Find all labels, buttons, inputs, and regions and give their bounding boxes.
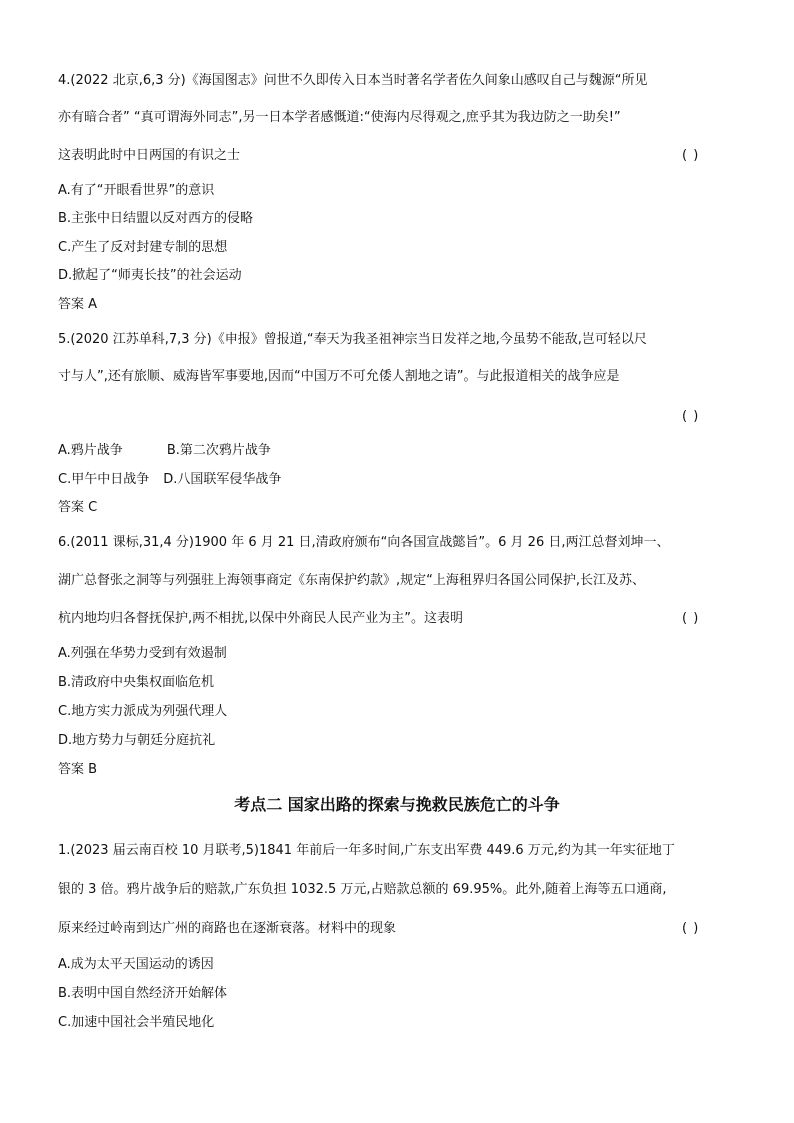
q4-stem-line-1: 4.(2022 北京,6,3 分)《海国图志》问世不久即传入日本当时著名学者佐久间象山感叹自己与魏源“所见: [58, 73, 648, 88]
s2q1-stem-line-1: 1.(2023 届云南百校 10 月联考,5)1841 年前后一年多时间,广东支出军费 449.6 万元,约为其一年实征地丁: [58, 843, 675, 858]
q4-option-a: A.有了“开眼看世界”的意识: [58, 183, 215, 198]
q4-answer: 答案 A: [58, 297, 98, 312]
q4-stem-line-3: 这表明此时中日两国的有识之士: [58, 148, 241, 163]
q6-option-d: D.地方势力与朝廷分庭抗礼: [58, 733, 216, 748]
q5-stem-line-1: 5.(2020 江苏单科,7,3 分)《申报》曾报道,“奉天为我圣祖神宗当日发祥之地,今虽势不能敌,岂可轻以尺: [58, 332, 647, 347]
q6-answer-blank: ( ): [682, 611, 700, 626]
q4-option-b: B.主张中日结盟以反对西方的侵略: [58, 211, 254, 226]
q4-option-d: D.掀起了“师夷长技”的社会运动: [58, 268, 242, 283]
s2q1-option-b: B.表明中国自然经济开始解体: [58, 986, 228, 1001]
q6-answer: 答案 B: [58, 762, 98, 777]
q6-stem-line-1: 6.(2011 课标,31,4 分)1900 年 6 月 21 日,清政府颁布“向各国宣战懿旨”。6 月 26 日,两江总督刘坤一、: [58, 535, 670, 550]
q6-option-b: B.清政府中央集权面临危机: [58, 675, 215, 690]
s2q1-stem-line-3: 原来经过岭南到达广州的商路也在逐渐衰落。材料中的现象: [58, 921, 397, 936]
q5-option-a: A.鸦片战争: [58, 443, 123, 458]
q5-options-row-1: [58, 443, 271, 459]
q6-stem-line-3: 杭内地均归各督抚保护,两不相扰,以保中外商民人民产业为主”。这表明: [58, 611, 463, 626]
s2q1-stem-line-2: 银的 3 倍。鸦片战争后的赔款,广东负担 1032.5 万元,占赔款总额的 69.95%。此外,随着上海等五口通商,: [58, 882, 667, 897]
q6-option-a: A.列强在华势力受到有效遏制: [58, 646, 227, 661]
q5-options-row-2: [58, 472, 281, 488]
q5-stem-line-2: 寸与人”,还有旅顺、威海皆军事要地,因而“中国万不可允倭人割地之请”。与此报道相关的战争应是: [58, 369, 620, 384]
q5-answer-blank: ( ): [682, 409, 700, 424]
s2q1-option-a: A.成为太平天国运动的诱因: [58, 957, 214, 972]
s2q1-option-c: C.加速中国社会半殖民地化: [58, 1015, 215, 1030]
section-title: 考点二 国家出路的探索与挽救民族危亡的斗争: [234, 795, 560, 814]
q4-stem-line-2: 亦有暗合者” “真可谓海外同志”,另一日本学者感慨道:“使海内尽得观之,庶乎其为我边防之一助矣!”: [58, 110, 621, 125]
q6-option-c: C.地方实力派成为列强代理人: [58, 704, 228, 719]
q4-option-c: C.产生了反对封建专制的思想: [58, 240, 228, 255]
q5-option-c: C.甲午中日战争: [58, 472, 150, 487]
q5-option-b: B.第二次鸦片战争: [166, 443, 271, 458]
q4-answer-blank: ( ): [682, 148, 700, 163]
s2q1-answer-blank: ( ): [682, 921, 700, 936]
q5-answer: 答案 C: [58, 500, 98, 515]
q6-stem-line-2: 湖广总督张之洞等与列强驻上海领事商定《东南保护约款》,规定“上海租界归各国公同保护,长江及苏、: [58, 573, 646, 588]
q5-option-d: D.八国联军侵华战争: [163, 472, 282, 487]
